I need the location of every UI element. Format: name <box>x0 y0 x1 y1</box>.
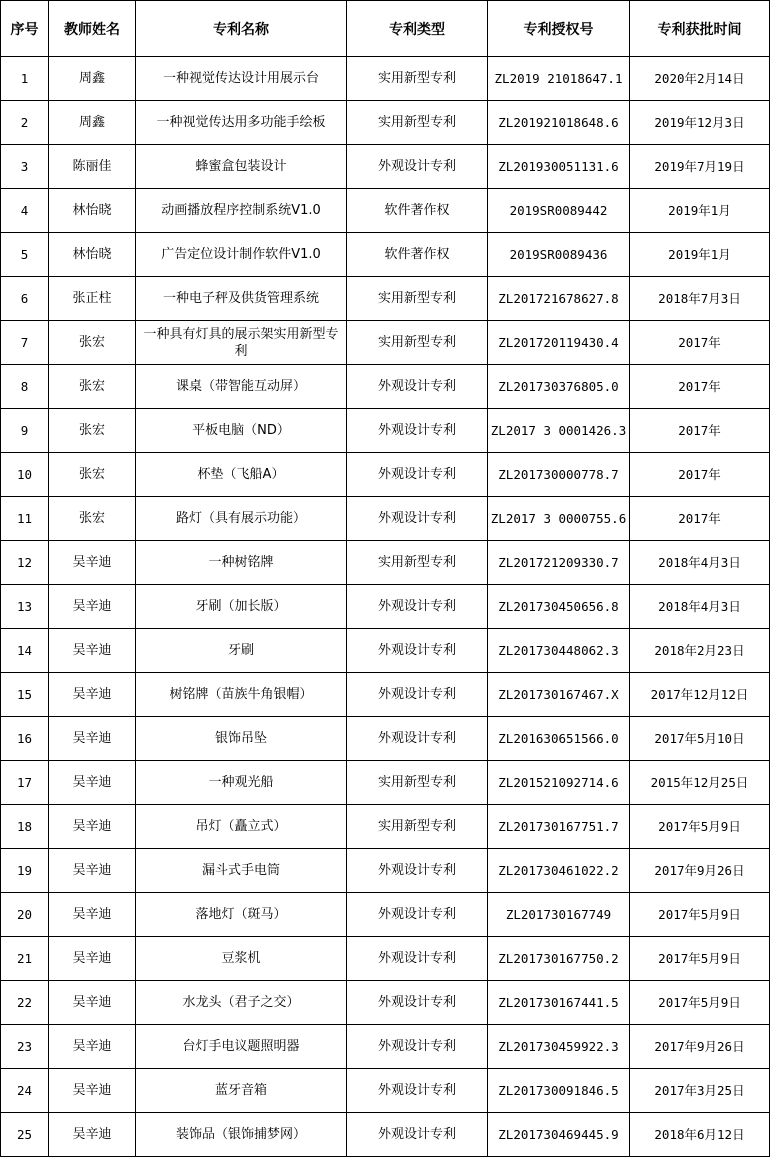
cell-index: 24 <box>1 1069 49 1113</box>
table-row <box>1 233 770 277</box>
cell-patent-number: ZL201730167441.5 <box>488 981 630 1025</box>
cell-approval-date: 2018年7月3日 <box>630 277 770 321</box>
cell-approval-date: 2017年 <box>630 497 770 541</box>
table-row <box>1 1025 770 1069</box>
cell-teacher-name: 吴辛迪 <box>49 717 136 761</box>
cell-index: 14 <box>1 629 49 673</box>
cell-patent-name: 蓝牙音箱 <box>136 1069 347 1113</box>
cell-teacher-name: 吴辛迪 <box>49 849 136 893</box>
cell-approval-date: 2017年 <box>630 453 770 497</box>
cell-patent-type: 实用新型专利 <box>347 761 488 805</box>
cell-patent-number: 2019SR0089436 <box>488 233 630 277</box>
cell-patent-number: ZL201730448062.3 <box>488 629 630 673</box>
cell-index: 19 <box>1 849 49 893</box>
cell-teacher-name: 吴辛迪 <box>49 981 136 1025</box>
header-row <box>1 1 770 57</box>
cell-index: 5 <box>1 233 49 277</box>
cell-patent-number: ZL201630651566.0 <box>488 717 630 761</box>
cell-patent-number: ZL201930051131.6 <box>488 145 630 189</box>
header-patent-type: 专利类型 <box>347 1 488 57</box>
table-row <box>1 937 770 981</box>
cell-teacher-name: 吴辛迪 <box>49 1113 136 1157</box>
cell-patent-name: 一种视觉传达设计用展示台 <box>136 57 347 101</box>
cell-approval-date: 2017年 <box>630 321 770 365</box>
header-approval-date: 专利获批时间 <box>630 1 770 57</box>
cell-teacher-name: 周鑫 <box>49 101 136 145</box>
cell-patent-name: 牙刷（加长版） <box>136 585 347 629</box>
cell-patent-type: 实用新型专利 <box>347 541 488 585</box>
cell-patent-type: 外观设计专利 <box>347 497 488 541</box>
cell-teacher-name: 吴辛迪 <box>49 937 136 981</box>
cell-teacher-name: 吴辛迪 <box>49 541 136 585</box>
cell-patent-name: 杯垫（飞船A） <box>136 453 347 497</box>
cell-index: 4 <box>1 189 49 233</box>
cell-patent-type: 外观设计专利 <box>347 453 488 497</box>
cell-approval-date: 2015年12月25日 <box>630 761 770 805</box>
cell-index: 22 <box>1 981 49 1025</box>
cell-patent-type: 实用新型专利 <box>347 277 488 321</box>
cell-patent-name: 路灯（具有展示功能） <box>136 497 347 541</box>
cell-patent-name: 一种观光船 <box>136 761 347 805</box>
cell-index: 13 <box>1 585 49 629</box>
cell-patent-name: 落地灯（斑马） <box>136 893 347 937</box>
cell-patent-type: 实用新型专利 <box>347 805 488 849</box>
cell-patent-number: ZL201921018648.6 <box>488 101 630 145</box>
cell-patent-type: 外观设计专利 <box>347 629 488 673</box>
cell-patent-name: 水龙头（君子之交） <box>136 981 347 1025</box>
cell-teacher-name: 张宏 <box>49 453 136 497</box>
table-body <box>1 57 770 1157</box>
cell-approval-date: 2019年1月 <box>630 189 770 233</box>
table-row <box>1 277 770 321</box>
table-row <box>1 673 770 717</box>
cell-patent-number: ZL2017 3 0000755.6 <box>488 497 630 541</box>
cell-approval-date: 2017年 <box>630 365 770 409</box>
cell-approval-date: 2019年1月 <box>630 233 770 277</box>
cell-patent-number: ZL201730450656.8 <box>488 585 630 629</box>
table-row <box>1 189 770 233</box>
cell-approval-date: 2018年2月23日 <box>630 629 770 673</box>
cell-patent-number: ZL201730167751.7 <box>488 805 630 849</box>
cell-approval-date: 2017年12月12日 <box>630 673 770 717</box>
cell-patent-type: 外观设计专利 <box>347 893 488 937</box>
cell-approval-date: 2020年2月14日 <box>630 57 770 101</box>
cell-patent-name: 蜂蜜盒包装设计 <box>136 145 347 189</box>
cell-approval-date: 2019年12月3日 <box>630 101 770 145</box>
cell-patent-type: 外观设计专利 <box>347 673 488 717</box>
cell-index: 2 <box>1 101 49 145</box>
cell-teacher-name: 张宏 <box>49 409 136 453</box>
cell-patent-number: ZL201721209330.7 <box>488 541 630 585</box>
cell-approval-date: 2017年 <box>630 409 770 453</box>
cell-patent-name: 广告定位设计制作软件V1.0 <box>136 233 347 277</box>
cell-patent-number: ZL201730000778.7 <box>488 453 630 497</box>
table-row <box>1 57 770 101</box>
cell-approval-date: 2017年5月9日 <box>630 893 770 937</box>
cell-patent-number: ZL201730461022.2 <box>488 849 630 893</box>
cell-teacher-name: 吴辛迪 <box>49 1025 136 1069</box>
cell-patent-type: 外观设计专利 <box>347 409 488 453</box>
cell-patent-name: 银饰吊坠 <box>136 717 347 761</box>
table-row <box>1 541 770 585</box>
cell-patent-name: 牙刷 <box>136 629 347 673</box>
cell-teacher-name: 张宏 <box>49 497 136 541</box>
cell-index: 3 <box>1 145 49 189</box>
cell-patent-number: ZL201721678627.8 <box>488 277 630 321</box>
table-row <box>1 585 770 629</box>
cell-patent-name: 课桌（带智能互动屏） <box>136 365 347 409</box>
cell-patent-number: ZL201521092714.6 <box>488 761 630 805</box>
cell-index: 9 <box>1 409 49 453</box>
table-row <box>1 453 770 497</box>
cell-index: 11 <box>1 497 49 541</box>
table-row <box>1 145 770 189</box>
cell-approval-date: 2018年6月12日 <box>630 1113 770 1157</box>
cell-patent-number: ZL201730167749 <box>488 893 630 937</box>
cell-patent-name: 吊灯（矗立式） <box>136 805 347 849</box>
table-row <box>1 761 770 805</box>
table-row <box>1 497 770 541</box>
cell-patent-number: ZL201730091846.5 <box>488 1069 630 1113</box>
cell-approval-date: 2017年9月26日 <box>630 849 770 893</box>
table-row <box>1 1113 770 1157</box>
cell-approval-date: 2017年5月9日 <box>630 981 770 1025</box>
cell-index: 18 <box>1 805 49 849</box>
cell-patent-number: 2019SR0089442 <box>488 189 630 233</box>
header-patent-name: 专利名称 <box>136 1 347 57</box>
cell-approval-date: 2017年5月9日 <box>630 805 770 849</box>
cell-index: 16 <box>1 717 49 761</box>
cell-teacher-name: 吴辛迪 <box>49 805 136 849</box>
cell-teacher-name: 吴辛迪 <box>49 893 136 937</box>
cell-patent-name: 平板电脑（ND） <box>136 409 347 453</box>
cell-patent-number: ZL201730167467.X <box>488 673 630 717</box>
cell-approval-date: 2017年5月10日 <box>630 717 770 761</box>
table-row <box>1 629 770 673</box>
cell-approval-date: 2017年3月25日 <box>630 1069 770 1113</box>
cell-patent-number: ZL2019 21018647.1 <box>488 57 630 101</box>
cell-index: 15 <box>1 673 49 717</box>
cell-teacher-name: 吴辛迪 <box>49 761 136 805</box>
table-row <box>1 101 770 145</box>
table-row <box>1 717 770 761</box>
cell-teacher-name: 张宏 <box>49 321 136 365</box>
table-row <box>1 981 770 1025</box>
cell-approval-date: 2017年9月26日 <box>630 1025 770 1069</box>
cell-patent-name: 装饰品（银饰捕梦网） <box>136 1113 347 1157</box>
cell-index: 17 <box>1 761 49 805</box>
cell-patent-name: 漏斗式手电筒 <box>136 849 347 893</box>
cell-teacher-name: 张宏 <box>49 365 136 409</box>
cell-index: 21 <box>1 937 49 981</box>
cell-patent-name: 一种电子秤及供货管理系统 <box>136 277 347 321</box>
header-patent-number: 专利授权号 <box>488 1 630 57</box>
cell-index: 7 <box>1 321 49 365</box>
table-row <box>1 365 770 409</box>
cell-index: 23 <box>1 1025 49 1069</box>
cell-patent-type: 外观设计专利 <box>347 1069 488 1113</box>
cell-index: 1 <box>1 57 49 101</box>
cell-patent-type: 实用新型专利 <box>347 321 488 365</box>
cell-patent-number: ZL2017 3 0001426.3 <box>488 409 630 453</box>
table-row <box>1 321 770 365</box>
cell-teacher-name: 吴辛迪 <box>49 585 136 629</box>
cell-index: 8 <box>1 365 49 409</box>
cell-teacher-name: 陈丽佳 <box>49 145 136 189</box>
cell-teacher-name: 吴辛迪 <box>49 629 136 673</box>
cell-patent-type: 外观设计专利 <box>347 937 488 981</box>
cell-patent-type: 实用新型专利 <box>347 57 488 101</box>
cell-patent-name: 树铭牌（苗族牛角银帽） <box>136 673 347 717</box>
cell-patent-type: 外观设计专利 <box>347 981 488 1025</box>
cell-approval-date: 2018年4月3日 <box>630 585 770 629</box>
cell-patent-number: ZL201730459922.3 <box>488 1025 630 1069</box>
cell-patent-type: 外观设计专利 <box>347 585 488 629</box>
cell-patent-number: ZL201730376805.0 <box>488 365 630 409</box>
cell-patent-number: ZL201730469445.9 <box>488 1113 630 1157</box>
table-row <box>1 409 770 453</box>
cell-patent-name: 一种具有灯具的展示架实用新型专利 <box>136 321 347 365</box>
table-row <box>1 805 770 849</box>
table-row <box>1 849 770 893</box>
cell-index: 10 <box>1 453 49 497</box>
cell-patent-type: 外观设计专利 <box>347 365 488 409</box>
cell-index: 6 <box>1 277 49 321</box>
cell-patent-name: 动画播放程序控制系统V1.0 <box>136 189 347 233</box>
cell-patent-type: 实用新型专利 <box>347 101 488 145</box>
cell-teacher-name: 吴辛迪 <box>49 1069 136 1113</box>
table-row <box>1 893 770 937</box>
cell-teacher-name: 林怡晓 <box>49 189 136 233</box>
cell-patent-type: 外观设计专利 <box>347 1113 488 1157</box>
cell-patent-name: 一种树铭牌 <box>136 541 347 585</box>
cell-approval-date: 2017年5月9日 <box>630 937 770 981</box>
cell-teacher-name: 吴辛迪 <box>49 673 136 717</box>
cell-approval-date: 2018年4月3日 <box>630 541 770 585</box>
cell-patent-name: 一种视觉传达用多功能手绘板 <box>136 101 347 145</box>
cell-patent-number: ZL201730167750.2 <box>488 937 630 981</box>
cell-patent-type: 外观设计专利 <box>347 849 488 893</box>
cell-teacher-name: 张正柱 <box>49 277 136 321</box>
cell-patent-name: 台灯手电议题照明器 <box>136 1025 347 1069</box>
cell-index: 12 <box>1 541 49 585</box>
cell-patent-type: 软件著作权 <box>347 233 488 277</box>
header-teacher-name: 教师姓名 <box>49 1 136 57</box>
header-index: 序号 <box>1 1 49 57</box>
cell-patent-type: 外观设计专利 <box>347 717 488 761</box>
cell-index: 20 <box>1 893 49 937</box>
cell-index: 25 <box>1 1113 49 1157</box>
cell-teacher-name: 林怡晓 <box>49 233 136 277</box>
cell-patent-type: 软件著作权 <box>347 189 488 233</box>
cell-patent-number: ZL201720119430.4 <box>488 321 630 365</box>
cell-patent-name: 豆浆机 <box>136 937 347 981</box>
cell-patent-type: 外观设计专利 <box>347 1025 488 1069</box>
table-row <box>1 1069 770 1113</box>
cell-teacher-name: 周鑫 <box>49 57 136 101</box>
cell-patent-type: 外观设计专利 <box>347 145 488 189</box>
cell-approval-date: 2019年7月19日 <box>630 145 770 189</box>
